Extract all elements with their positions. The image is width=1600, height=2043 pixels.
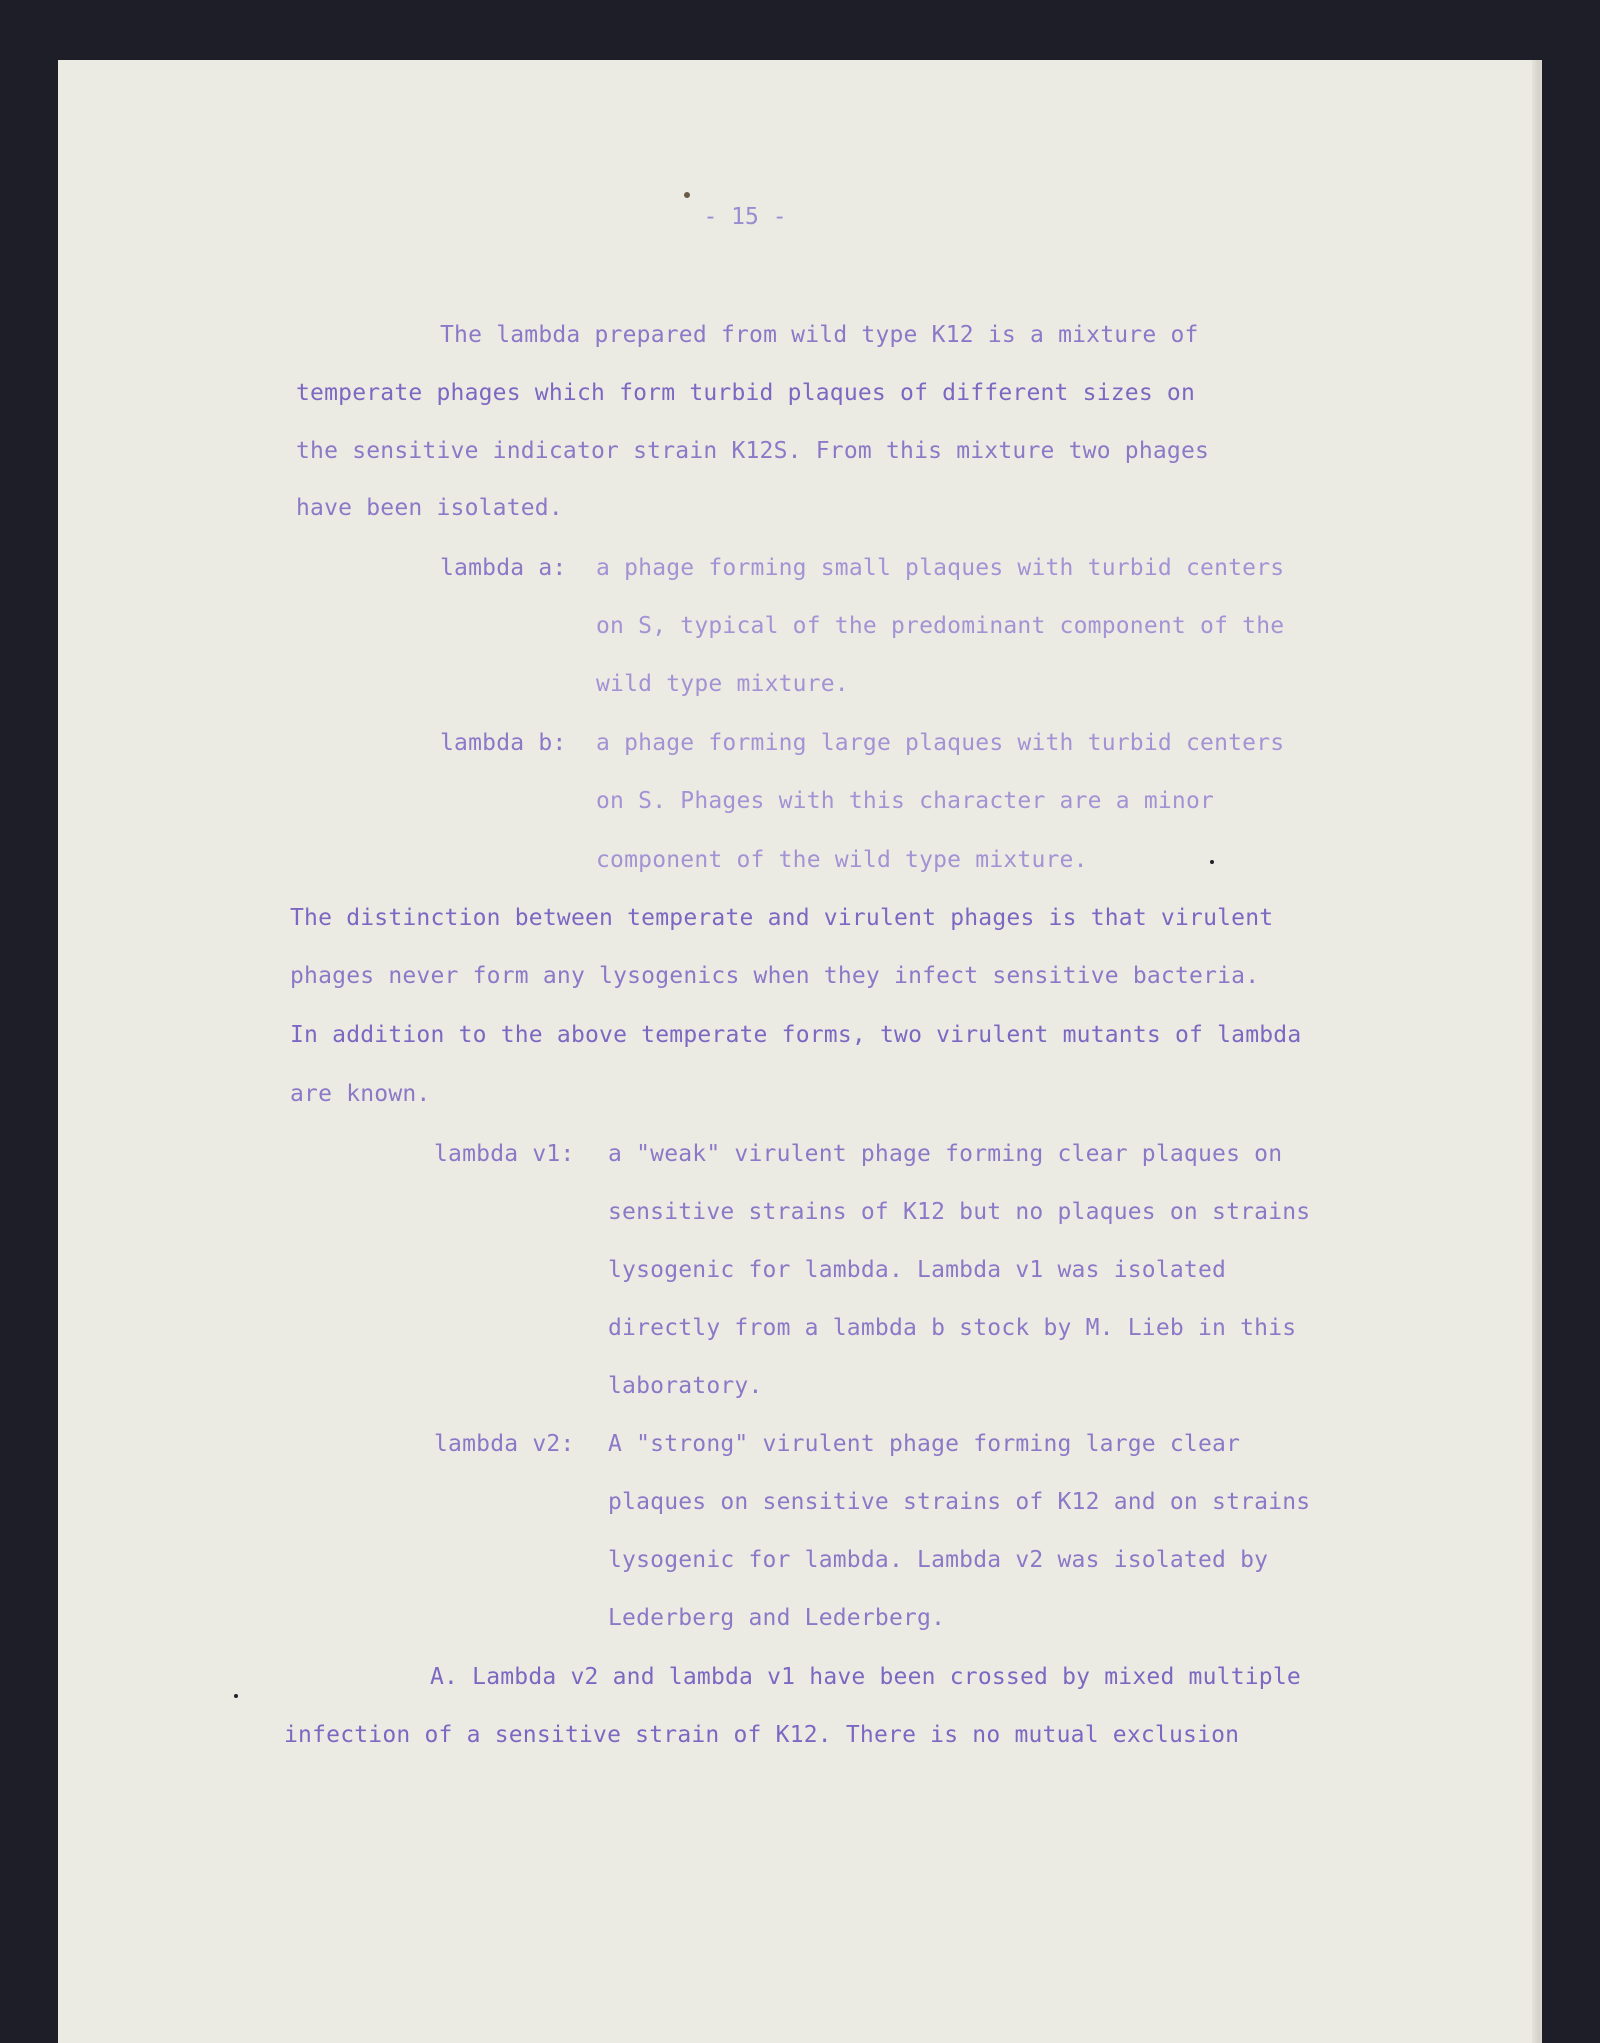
definition-term: lambda b: xyxy=(440,730,567,756)
definition-line: A "strong" virulent phage forming large clear xyxy=(608,1431,1241,1457)
definition-line: Lederberg and Lederberg. xyxy=(608,1605,946,1631)
intro-line: the sensitive indicator strain K12S. From this mixture two phages xyxy=(296,438,1210,464)
ink-spot xyxy=(1210,860,1214,864)
definition-line: a phage forming small plaques with turbid centers xyxy=(596,555,1285,581)
ink-spot xyxy=(684,192,690,198)
definition-line: directly from a lambda b stock by M. Lieb in this xyxy=(608,1315,1297,1341)
definition-term: lambda a: xyxy=(440,555,567,581)
definition-line: component of the wild type mixture. xyxy=(596,847,1088,873)
page-edge xyxy=(1532,60,1540,2043)
definition-term: lambda v1: xyxy=(434,1141,575,1167)
body-line: The distinction between temperate and virulent phages is that virulent xyxy=(290,905,1274,931)
definition-line: a "weak" virulent phage forming clear plaques on xyxy=(608,1141,1283,1167)
definition-line: sensitive strains of K12 but no plaques on strains xyxy=(608,1199,1311,1225)
ink-spot xyxy=(234,1694,238,1698)
body-line: A. Lambda v2 and lambda v1 have been crossed by mixed multiple xyxy=(430,1664,1301,1690)
definition-line: lysogenic for lambda. Lambda v2 was isolated by xyxy=(608,1547,1269,1573)
definition-line: on S, typical of the predominant component of the xyxy=(596,613,1285,639)
definition-line: laboratory. xyxy=(608,1373,763,1399)
definition-line: on S. Phages with this character are a minor xyxy=(596,788,1215,814)
page-number: - 15 - xyxy=(703,204,787,230)
definition-term: lambda v2: xyxy=(434,1431,575,1457)
definition-line: a phage forming large plaques with turbid centers xyxy=(596,730,1285,756)
definition-line: plaques on sensitive strains of K12 and on strains xyxy=(608,1489,1311,1515)
body-line: are known. xyxy=(290,1081,431,1107)
body-line: In addition to the above temperate forms, two virulent mutants of lambda xyxy=(290,1022,1302,1048)
intro-line: The lambda prepared from wild type K12 is a mixture of xyxy=(440,322,1199,348)
body-line: phages never form any lysogenics when they infect sensitive bacteria. xyxy=(290,963,1260,989)
definition-line: lysogenic for lambda. Lambda v1 was isolated xyxy=(608,1257,1227,1283)
body-line: infection of a sensitive strain of K12. There is no mutual exclusion xyxy=(284,1722,1240,1748)
intro-line: have been isolated. xyxy=(296,495,563,521)
intro-line: temperate phages which form turbid plaques of different sizes on xyxy=(296,380,1196,406)
definition-line: wild type mixture. xyxy=(596,671,849,697)
